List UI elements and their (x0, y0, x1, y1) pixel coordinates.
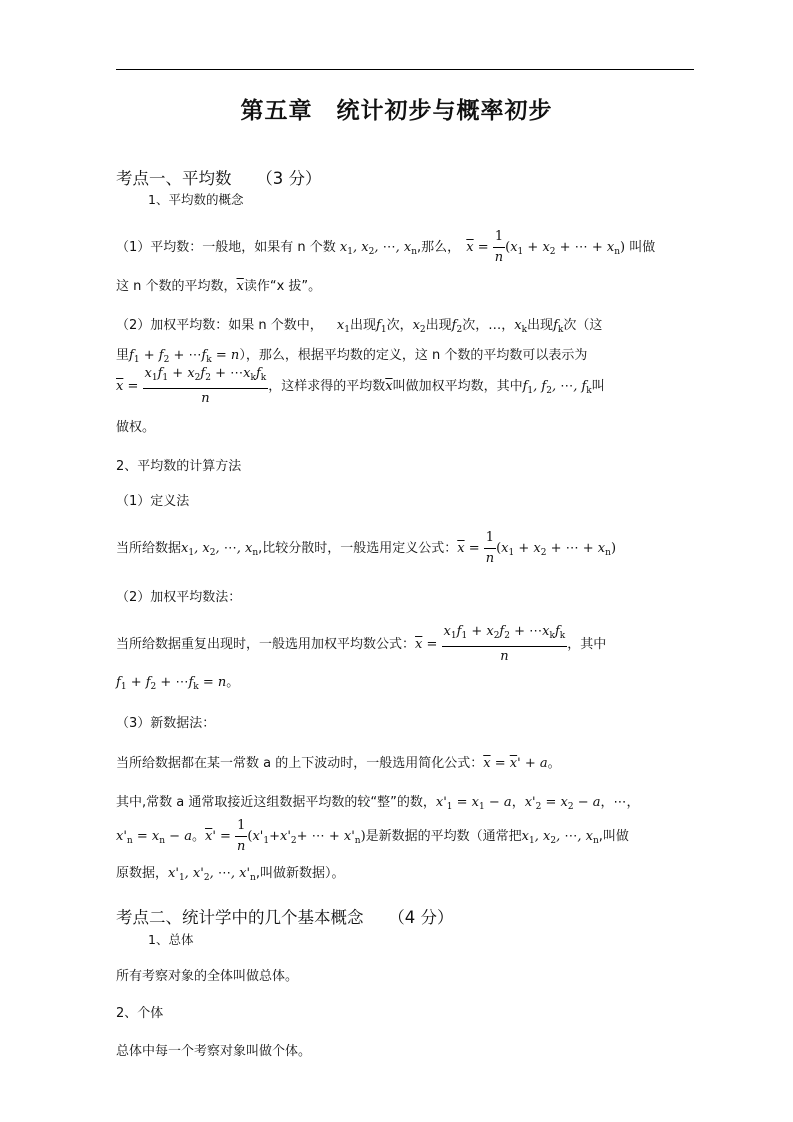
formula-xbar: $\overline{x}$ (236, 279, 244, 294)
paragraph-weighted-mean-end: 做权。 (116, 420, 156, 435)
fraction-one-over-n: $\frac{1}{n}$ (494, 229, 504, 265)
paragraph-individual: 总体中每一个考察对象叫做个体。 (116, 1044, 312, 1059)
paragraph-new-data-end: 原数据，$x'_1$, $x'_2$, ⋯, $x'_n$,叫做新数据）。 (116, 866, 345, 883)
method-definition: （1）定义法 (116, 494, 190, 509)
header-rule (116, 69, 694, 70)
subheading-individual: 2、个体 (116, 1006, 164, 1021)
method-weighted: （2）加权平均数法： (116, 590, 242, 605)
paragraph-new-data-formula: $x'_n = x_n - a$。$\overline{x}'$ = $\frac{1}{n}$ ($x'_1+x'_2+$ ⋯ + $x'_n$)是新数据的平均数（通常把$x_1$, $x_2$, ⋯, $x_n$,叫做 (116, 818, 629, 854)
paragraph-mean-definition: （1）平均数：一般地，如果有 n 个数 $x_1$, $x_2$, ⋯, $x_n$,那么， $\overline{x}$ = $\frac{1}{n}$ ($x_1 + x_2$ + ⋯ + $x_n$) 叫做 (116, 229, 656, 265)
paragraph-weighted-method-cont: $f_1 + f_2$ + $\cdots f_k = n$。 (116, 675, 240, 692)
paragraph-weighted-mean: （2）加权平均数：如果 n 个数中， $x_1$出现$f_1$次，$x_2$出现$f_2$次，…，$x_k$出现$f_k$次（这 (116, 318, 603, 335)
paragraph-new-data-explain: 其中,常数 a 通常取接近这组数据平均数的较“整”的数，$x'_1 = x_1 - a$，$x'_2 = x_2 - a$，⋯， (116, 795, 640, 812)
fraction-weighted-mean: $\frac{x_1f_1 + x_2f_2 + \cdots x_kf_k}{n}$ (144, 366, 267, 406)
paragraph-weighted-method: 当所给数据重复出现时，一般选用加权平均数公式：$\overline{x}$ = $\frac{x_1f_1 + x_2f_2 + \cdots x_kf_k}{n}$ ，其中 (116, 624, 607, 664)
paragraph-definition-method: 当所给数据$x_1$, $x_2$, ⋯, $x_n$,比较分散时，一般选用定义公式：$\overline{x}$ = $\frac{1}{n}$ ($x_1 + x_2$ + ⋯ + $x_n$) (116, 530, 617, 566)
method-new-data: （3）新数据法： (116, 716, 216, 731)
chapter-title: 第五章 统计初步与概率初步 (240, 98, 553, 124)
section-heading-stats-concepts: 考点二、统计学中的几个基本概念 （4 分） (116, 908, 454, 927)
formula-mean: $\overline{x}$ = (466, 240, 489, 255)
subheading-mean-methods: 2、平均数的计算方法 (116, 459, 242, 474)
paragraph-population: 所有考察对象的全体叫做总体。 (116, 969, 299, 984)
paragraph-mean-definition-cont: 这 n 个数的平均数，$\overline{x}$读作“x 拔”。 (116, 279, 322, 294)
subheading-mean-concept: 1、平均数的概念 (148, 192, 244, 207)
paragraph-weighted-mean-cont: 里$f_1 + f_2$ + $\cdots f_k = n$），那么，根据平均数的定义，这 n 个数的平均数可以表示为 (116, 348, 588, 365)
section-heading-mean: 考点一、平均数 （3 分） (116, 169, 322, 188)
subheading-population: 1、总体 (148, 932, 194, 947)
paragraph-weighted-mean-formula: $\overline{x}$ = $\frac{x_1f_1 + x_2f_2 + \cdots x_kf_k}{n}$ ，这样求得的平均数$\overline{x}$叫做加权平均数，其中$f_1$, $f_2$, ⋯, $f_k$叫 (116, 366, 605, 406)
paragraph-new-data-method: 当所给数据都在某一常数 a 的上下波动时，一般选用简化公式：$\overline{x} = \overline{x}' + a$。 (116, 756, 561, 771)
formula-data-list: $x_1$, $x_2$, ⋯, $x_n$ (339, 240, 418, 257)
